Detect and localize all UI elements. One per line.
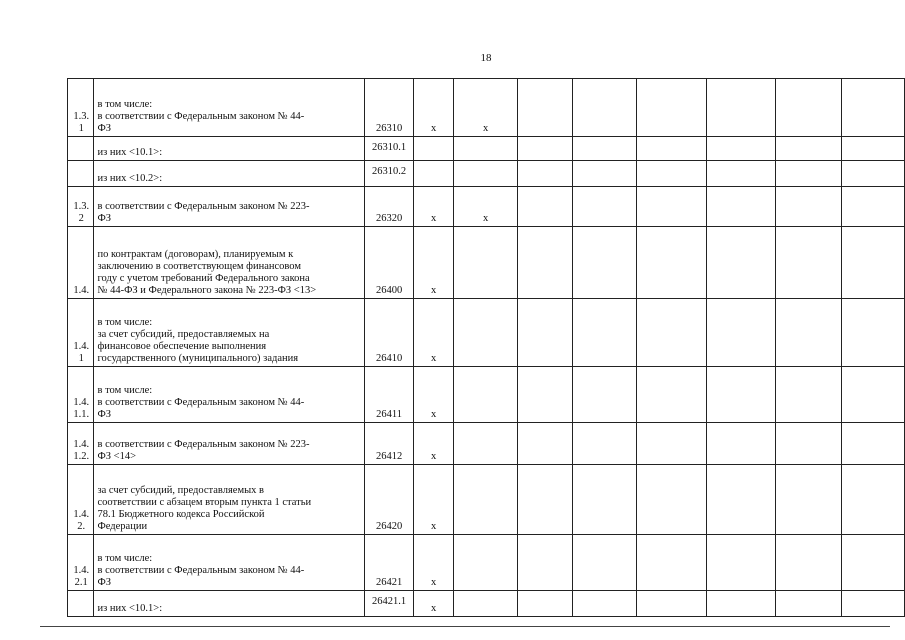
row-cell-empty — [572, 367, 637, 423]
row-description — [94, 299, 364, 367]
row-cell-col4 — [453, 367, 517, 423]
row-number-line: 1.4. — [73, 439, 90, 450]
table-row — [68, 227, 905, 299]
row-cell-empty — [637, 591, 707, 617]
row-cell-empty — [637, 465, 707, 535]
table-row — [68, 591, 905, 617]
row-number — [68, 227, 94, 299]
row-cell-empty — [775, 423, 841, 465]
row-number — [68, 367, 94, 423]
row-number-line: 2.1 — [74, 577, 88, 588]
row-cell-empty — [707, 465, 775, 535]
row-cell-empty — [707, 535, 775, 591]
row-cell-empty — [572, 299, 637, 367]
row-cell-col3: x — [413, 465, 453, 535]
row-number — [68, 591, 94, 617]
row-number — [68, 137, 94, 161]
row-cell-empty — [637, 187, 707, 227]
row-description-line: в соответствии с Федеральным законом № 44- — [97, 565, 305, 576]
table-row — [68, 79, 905, 137]
row-cell-empty — [775, 535, 841, 591]
row-cell-empty — [842, 161, 905, 187]
row-cell-empty — [775, 591, 841, 617]
row-cell-empty — [775, 137, 841, 161]
row-code: 26420 — [364, 465, 413, 535]
page-number: 18 — [480, 52, 492, 64]
row-description — [94, 161, 364, 187]
row-cell-col3: x — [413, 299, 453, 367]
row-description-line: финансовое обеспечение выполнения — [97, 341, 267, 352]
row-number-line: 1.4. — [73, 397, 90, 408]
page-bottom-rule — [40, 626, 890, 627]
row-cell-empty — [842, 465, 905, 535]
row-cell-empty — [842, 367, 905, 423]
row-cell-empty — [517, 591, 572, 617]
row-code: 26310 — [364, 79, 413, 137]
row-description-line: № 44-ФЗ и Федерального закона № 223-ФЗ <13> — [97, 285, 317, 296]
row-description-line: государственного (муниципального) задания — [97, 353, 299, 364]
row-description — [94, 137, 364, 161]
row-cell-empty — [707, 161, 775, 187]
table-row — [68, 137, 905, 161]
row-cell-empty — [707, 367, 775, 423]
table-row — [68, 535, 905, 591]
row-cell-empty — [842, 591, 905, 617]
row-cell-empty — [572, 591, 637, 617]
row-cell-empty — [842, 227, 905, 299]
row-number — [68, 465, 94, 535]
row-number-line: 1 — [78, 123, 84, 134]
row-cell-empty — [637, 227, 707, 299]
row-cell-col3 — [413, 137, 453, 161]
row-cell-col4 — [453, 591, 517, 617]
row-cell-empty — [707, 423, 775, 465]
row-number — [68, 187, 94, 227]
row-code: 26421 — [364, 535, 413, 591]
row-description-line: из них <10.1>: — [97, 603, 163, 614]
row-description-line: ФЗ — [97, 123, 112, 134]
row-cell-empty — [517, 367, 572, 423]
row-description — [94, 367, 364, 423]
row-code: 26410 — [364, 299, 413, 367]
table-row — [68, 367, 905, 423]
row-cell-empty — [517, 161, 572, 187]
row-cell-col3: x — [413, 367, 453, 423]
row-description-line: в том числе: — [97, 385, 153, 396]
row-cell-empty — [775, 227, 841, 299]
row-description-line: ФЗ — [97, 577, 112, 588]
row-code: 26400 — [364, 227, 413, 299]
row-cell-empty — [637, 161, 707, 187]
row-cell-empty — [637, 535, 707, 591]
row-cell-col3: x — [413, 79, 453, 137]
row-description — [94, 591, 364, 617]
row-description-line: в соответствии с Федеральным законом № 44- — [97, 111, 305, 122]
row-description — [94, 227, 364, 299]
row-description — [94, 535, 364, 591]
row-number-line: 2. — [77, 521, 86, 532]
row-cell-empty — [637, 79, 707, 137]
row-cell-empty — [842, 535, 905, 591]
row-cell-empty — [707, 187, 775, 227]
row-code: 26320 — [364, 187, 413, 227]
row-cell-empty — [637, 299, 707, 367]
row-cell-empty — [707, 299, 775, 367]
row-cell-empty — [775, 367, 841, 423]
row-description — [94, 465, 364, 535]
row-description — [94, 187, 364, 227]
row-cell-empty — [707, 227, 775, 299]
report-table — [67, 78, 905, 617]
row-cell-col4 — [453, 137, 517, 161]
row-description-line: заключению в соответствующем финансовом — [97, 261, 301, 272]
row-description-line: в том числе: — [97, 317, 153, 328]
row-description-line: из них <10.1>: — [97, 147, 163, 158]
row-cell-empty — [775, 465, 841, 535]
row-description-line: ФЗ — [97, 409, 112, 420]
row-description-line: ФЗ <14> — [97, 451, 137, 462]
row-description-line: в соответствии с Федеральным законом № 44- — [97, 397, 305, 408]
row-cell-empty — [637, 367, 707, 423]
row-number-line: 1.2. — [73, 451, 90, 462]
row-description-line: в том числе: — [97, 99, 153, 110]
table-row — [68, 187, 905, 227]
row-code: 26421.1 — [364, 591, 413, 617]
row-cell-empty — [707, 591, 775, 617]
row-cell-empty — [842, 79, 905, 137]
row-cell-col4 — [453, 299, 517, 367]
row-cell-empty — [517, 137, 572, 161]
row-description — [94, 79, 364, 137]
row-cell-empty — [572, 137, 637, 161]
row-cell-col4: x — [453, 187, 517, 227]
row-cell-col3: x — [413, 227, 453, 299]
row-cell-empty — [637, 423, 707, 465]
row-cell-empty — [842, 187, 905, 227]
row-number — [68, 79, 94, 137]
row-cell-empty — [842, 137, 905, 161]
row-cell-empty — [775, 299, 841, 367]
row-cell-empty — [775, 161, 841, 187]
row-description-line: по контрактам (договорам), планируемым к — [97, 249, 294, 260]
row-cell-empty — [775, 187, 841, 227]
row-cell-empty — [572, 423, 637, 465]
row-cell-empty — [572, 161, 637, 187]
row-description-line: в соответствии с Федеральным законом № 223- — [97, 201, 310, 212]
row-cell-empty — [775, 79, 841, 137]
row-cell-col4 — [453, 423, 517, 465]
row-code: 26411 — [364, 367, 413, 423]
row-description-line: из них <10.2>: — [97, 173, 163, 184]
row-cell-empty — [842, 423, 905, 465]
row-code: 26310.1 — [364, 137, 413, 161]
row-cell-col3: x — [413, 187, 453, 227]
row-cell-empty — [517, 423, 572, 465]
row-cell-col4 — [453, 227, 517, 299]
row-number-line: 1.4. — [73, 509, 90, 520]
row-number — [68, 423, 94, 465]
row-cell-empty — [842, 299, 905, 367]
row-code: 26310.2 — [364, 161, 413, 187]
table-body — [68, 79, 905, 617]
row-number-line: 1.3. — [73, 201, 90, 212]
row-cell-empty — [517, 299, 572, 367]
row-number — [68, 299, 94, 367]
row-cell-col3: x — [413, 591, 453, 617]
row-code: 26412 — [364, 423, 413, 465]
row-cell-empty — [517, 465, 572, 535]
row-description-line: в соответствии с Федеральным законом № 223- — [97, 439, 310, 450]
row-cell-empty — [572, 79, 637, 137]
row-description-line: в том числе: — [97, 553, 153, 564]
row-description-line: году с учетом требований Федерального закона — [97, 273, 310, 284]
row-cell-empty — [572, 227, 637, 299]
row-number-line: 1 — [78, 353, 84, 364]
row-cell-empty — [572, 187, 637, 227]
row-number-line: 2 — [78, 213, 84, 224]
row-number-line: 1.4. — [73, 341, 90, 352]
row-cell-col4 — [453, 161, 517, 187]
row-cell-empty — [517, 535, 572, 591]
row-cell-col3 — [413, 161, 453, 187]
row-cell-empty — [572, 465, 637, 535]
row-number — [68, 161, 94, 187]
row-description-line: соответствии с абзацем вторым пункта 1 статьи — [97, 497, 312, 508]
row-description-line: за счет субсидий, предоставляемых в — [97, 485, 264, 496]
row-number-line: 1.4. — [73, 565, 90, 576]
row-cell-empty — [707, 137, 775, 161]
table-row — [68, 161, 905, 187]
table-row — [68, 299, 905, 367]
row-cell-empty — [572, 535, 637, 591]
row-cell-empty — [517, 227, 572, 299]
row-description-line: Федерации — [97, 521, 148, 532]
row-description-line: 78.1 Бюджетного кодекса Российской — [97, 509, 265, 520]
row-cell-empty — [517, 79, 572, 137]
table-row — [68, 465, 905, 535]
row-description — [94, 423, 364, 465]
row-number-line: 1.4. — [73, 285, 90, 296]
row-cell-col4 — [453, 535, 517, 591]
table-row — [68, 423, 905, 465]
row-number-line: 1.1. — [73, 409, 90, 420]
row-cell-empty — [637, 137, 707, 161]
row-cell-col4: x — [453, 79, 517, 137]
row-cell-col3: x — [413, 535, 453, 591]
row-cell-col3: x — [413, 423, 453, 465]
row-cell-empty — [707, 79, 775, 137]
row-number-line: 1.3. — [73, 111, 90, 122]
row-description-line: за счет субсидий, предоставляемых на — [97, 329, 270, 340]
row-cell-col4 — [453, 465, 517, 535]
row-number — [68, 535, 94, 591]
row-description-line: ФЗ — [97, 213, 112, 224]
row-cell-empty — [517, 187, 572, 227]
